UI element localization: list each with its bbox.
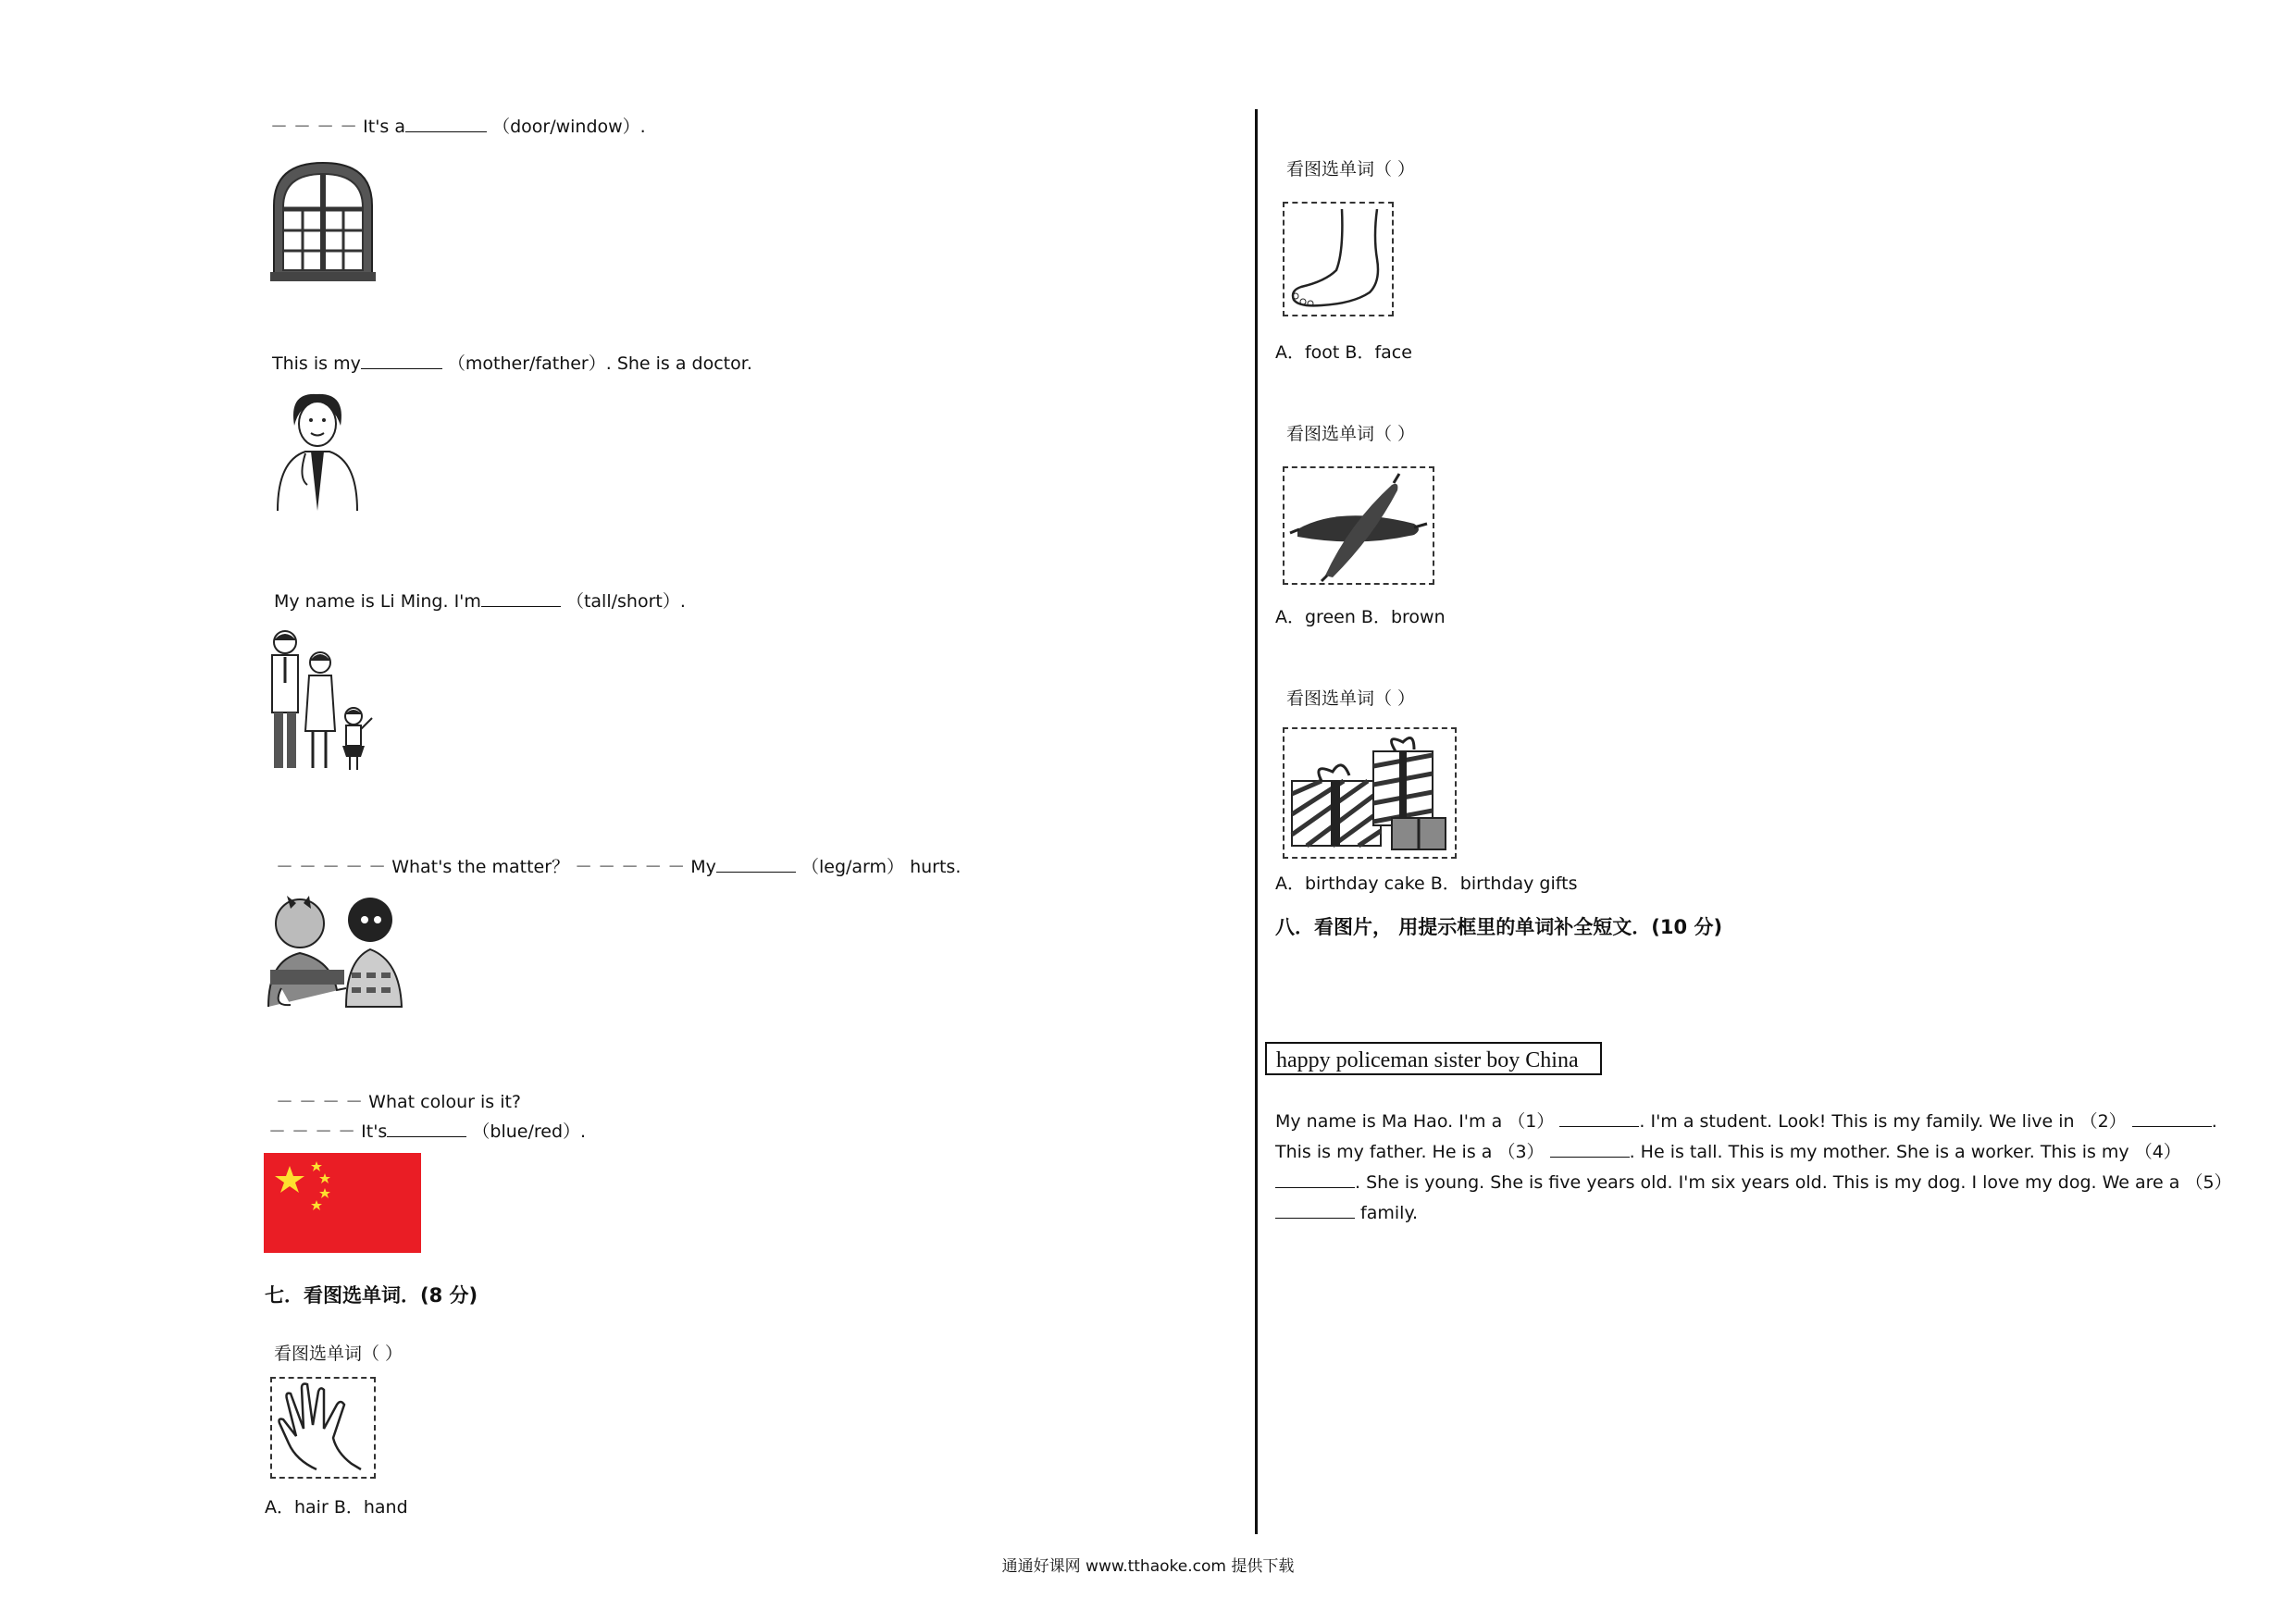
family-image [263, 629, 379, 777]
passage-text: . She is young. She is five years old. I'm six years old. This is my dog. I love my dog. We are a （5） [1355, 1172, 2232, 1193]
hint-text: （tall/short）. [565, 591, 686, 612]
doctor-image [268, 389, 365, 511]
foot-icon [1285, 204, 1392, 315]
question-doctor [272, 350, 752, 375]
foot-options[interactable]: A．foot B．face [1275, 342, 1412, 363]
answer-blank[interactable] [361, 352, 442, 369]
foot-question-label: 看图选单词（ ） [1286, 159, 1416, 180]
question-text: － － － － － What's the matter？ － － － － － My [276, 857, 716, 877]
hand-image-box [270, 1377, 376, 1479]
hint-text: （leg/arm） hurts. [800, 857, 962, 877]
passage-blank-1[interactable] [1559, 1111, 1639, 1127]
word-box: happy policeman sister boy China [1265, 1042, 1602, 1075]
cucumber-options[interactable]: A．green B．brown [1275, 607, 1446, 627]
gifts-options[interactable]: A．birthday cake B．birthday gifts [1275, 873, 1578, 894]
matter-image [263, 886, 428, 1010]
question-text: － － － － It's [268, 1121, 388, 1142]
hint-text: （blue/red）. [472, 1121, 587, 1142]
page-footer: 通通好课网 www.tthaoke.com 提供下载 [1001, 1557, 1295, 1576]
hand-options[interactable]: A．hair B．hand [265, 1497, 408, 1518]
china-flag-image [264, 1153, 421, 1253]
section-7-heading: 七．看图选单词．(8 分) [265, 1284, 478, 1307]
gifts-image-box [1283, 727, 1457, 859]
question-text: － － － － What colour is it? [276, 1092, 522, 1112]
gifts-question-label: 看图选单词（ ） [1286, 688, 1416, 709]
foot-image-box [1283, 202, 1394, 316]
question-text: This is my [272, 353, 361, 374]
answer-blank[interactable] [481, 589, 561, 607]
passage-blank-2[interactable] [2132, 1111, 2212, 1127]
question-colour-line2 [268, 1118, 586, 1143]
passage-blank-5[interactable] [1275, 1203, 1355, 1219]
question-tall [274, 588, 686, 613]
cucumber-question-label: 看图选单词（ ） [1286, 424, 1416, 444]
answer-blank[interactable] [387, 1120, 466, 1137]
cucumber-icon [1285, 468, 1433, 583]
passage-blank-4[interactable] [1275, 1172, 1355, 1188]
cucumber-image-box [1283, 466, 1434, 585]
question-colour-line1 [276, 1088, 521, 1113]
column-divider [1255, 109, 1258, 1534]
hint-text: （mother/father）. She is a doctor. [447, 353, 752, 374]
section-8-heading: 八．看图片， 用提示框里的单词补全短文．(10 分) [1275, 916, 1723, 938]
gift-icon [1285, 729, 1455, 857]
question-text: My name is Li Ming. I'm [274, 591, 481, 612]
question-text: － － － － It's a [270, 117, 406, 137]
question-window [270, 113, 646, 138]
answer-blank[interactable] [716, 855, 796, 873]
hand-icon [272, 1379, 374, 1477]
passage-text: . This is my father. He is a （3） [1275, 1111, 2217, 1162]
passage-text: . He is tall. This is my mother. She is a worker. This is my （4） [1629, 1142, 2181, 1162]
passage-blank-3[interactable] [1550, 1142, 1630, 1158]
hand-question-label: 看图选单词（ ） [274, 1344, 403, 1364]
passage-text: My name is Ma Hao. I'm a （1） [1275, 1111, 1555, 1132]
question-matter [276, 853, 961, 878]
hint-text: （door/window）. [492, 117, 646, 137]
answer-blank[interactable] [405, 115, 487, 132]
passage [1275, 1107, 2256, 1229]
passage-text: family. [1360, 1203, 1419, 1223]
window-image [270, 159, 376, 281]
passage-text: . I'm a student. Look! This is my family. We live in （2） [1639, 1111, 2127, 1132]
